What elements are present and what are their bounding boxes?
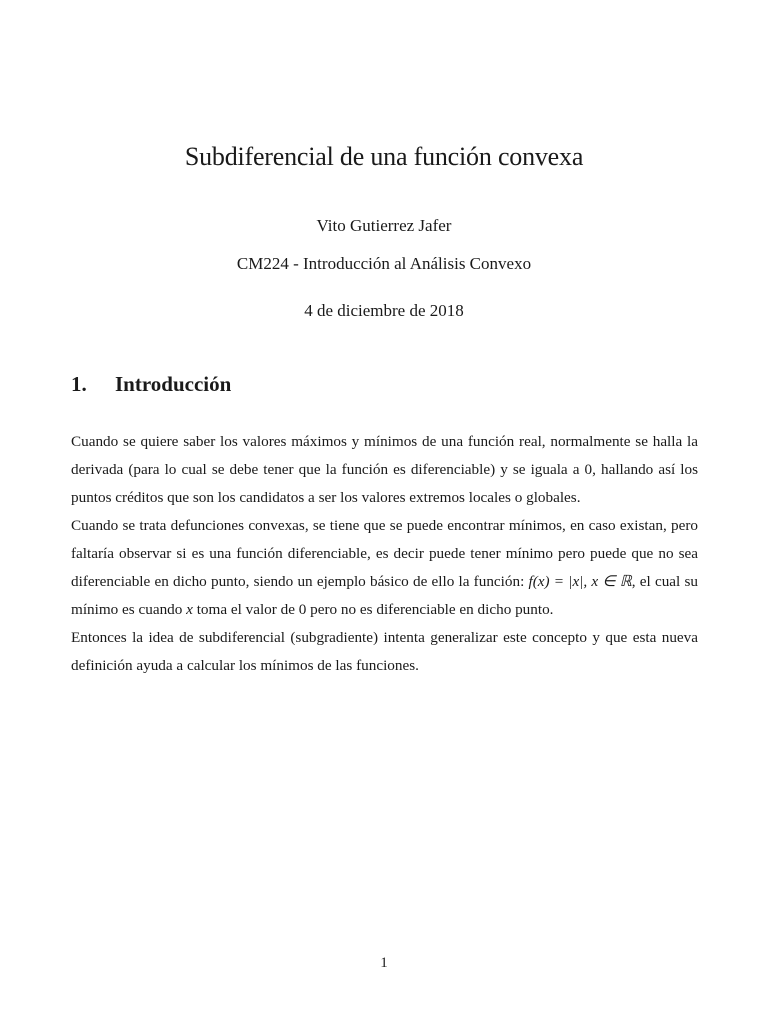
section-heading	[71, 372, 231, 397]
math-variable-x: x	[186, 601, 193, 618]
author-name: Vito Gutierrez Jafer	[316, 216, 452, 235]
document-date: 4 de diciembre de 2018	[304, 301, 464, 320]
paragraph-2	[71, 512, 698, 624]
paragraph-2-text-c: toma el valor de 0 pero no es diferenciable en dicho punto.	[192, 601, 554, 618]
paragraph-1: Cuando se quiere saber los valores máximos y mínimos de una función real, normalmente se halla la derivada (para lo cual se debe tener que la función es diferenciable) y se iguala a 0, hallando así los puntos créditos que son los candidatos a ser los valores extremos locales o globales.	[71, 433, 698, 506]
paragraph-3: Entonces la idea de subdiferencial (subgradiente) intenta generalizar este concepto y que esta nueva definición ayuda a calcular los mínimos de las funciones.	[71, 629, 698, 674]
section-title: Introducción	[115, 372, 232, 396]
document-title: Subdiferencial de una función convexa	[184, 142, 584, 171]
section-number: 1.	[71, 372, 87, 396]
math-function-abs: f(x) = |x|, x ∈ ℝ	[528, 573, 632, 590]
paragraph-2-text-b: , el cual su mínimo es cuando	[71, 573, 698, 618]
page-number: 1	[380, 955, 388, 971]
section-body	[71, 428, 698, 680]
paragraph-2-text-a: Cuando se trata defunciones convexas, se tiene que se puede encontrar mínimos, en caso existan, pero faltaría observar si es una función diferenciable, es decir puede tener mínimo pero puede que no sea diferenciable en dicho punto, siendo un ejemplo básico de ello la función:	[71, 517, 698, 590]
course-name: CM224 - Introducción al Análisis Convexo	[236, 254, 532, 273]
